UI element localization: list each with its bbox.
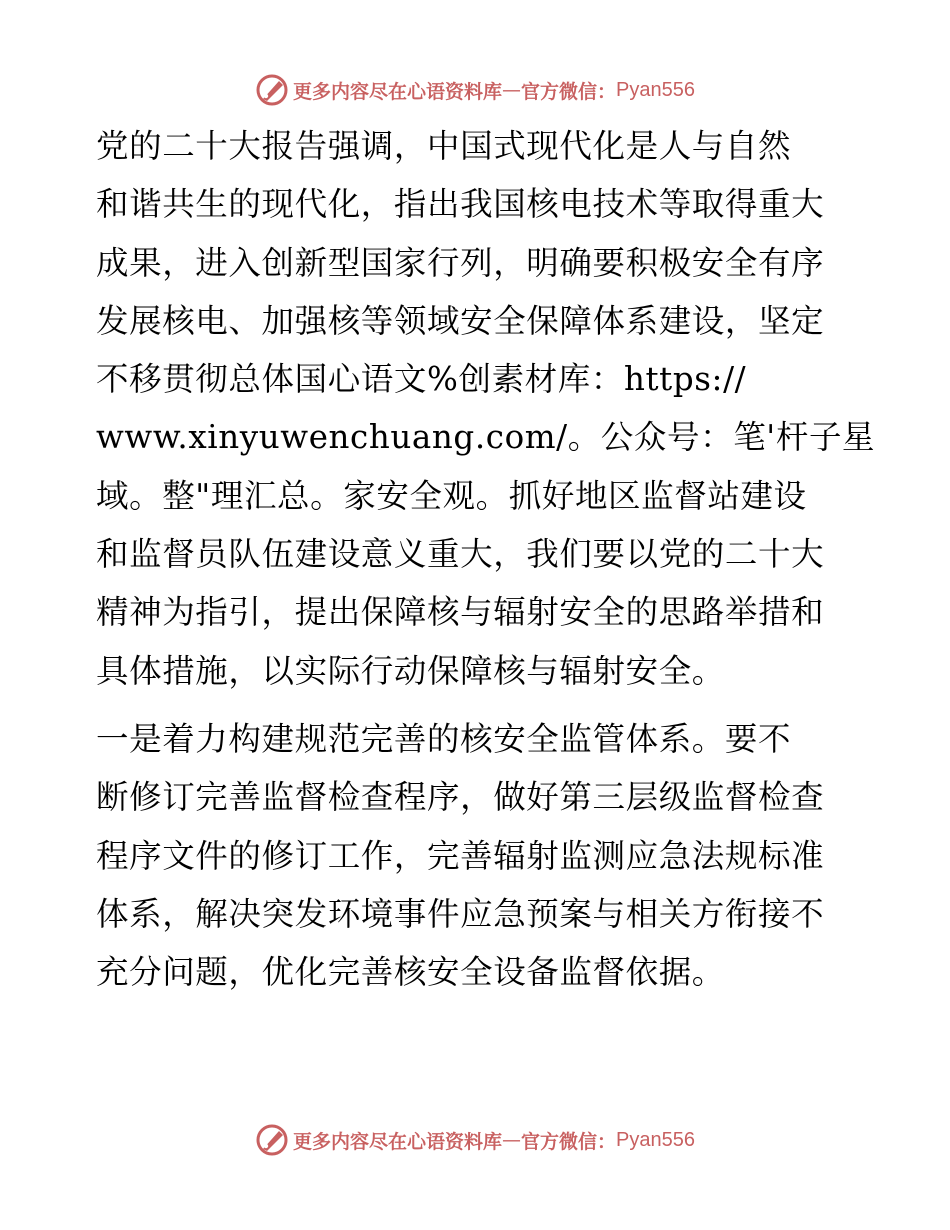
text-line: 断修订完善监督检查程序，做好第三层级监督检查 [96, 778, 825, 817]
document-body [96, 117, 876, 1001]
footer-banner-text: 更多内容尽在心语资料库 [293, 1130, 503, 1153]
header-wechat-id: Pyan556 [616, 78, 695, 101]
header-banner [0, 70, 950, 110]
text-line: 具体措施，以实际行动保障核与辐射安全。 [96, 651, 725, 690]
pen-logo-icon [255, 1123, 289, 1157]
text-line: 一是着力构建规范完善的核安全监管体系。要不 [96, 719, 792, 758]
footer-wechat-id: Pyan556 [616, 1128, 695, 1151]
text-line: 党的二十大报告强调，中国式现代化是人与自然 [96, 127, 792, 165]
footer-banner-dash: — [502, 1129, 522, 1151]
text-line: 体系，解决突发环境事件应急预案与相关方衔接不 [96, 894, 825, 933]
header-wechat-label: 官方微信： [521, 80, 617, 103]
paragraph-1 [96, 117, 876, 700]
text-line: 域。整"理汇总。家安全观。抓好地区监督站建设 [96, 476, 807, 515]
footer-banner [0, 1120, 950, 1160]
header-banner-dash: — [502, 79, 522, 101]
paragraph-2 [96, 710, 856, 1001]
text-line: 和监督员队伍建设意义重大，我们要以党的二十大 [96, 535, 825, 574]
text-line: www.xinyuwenchuang.com/。公众号：笔'杆子星 [96, 418, 876, 457]
pen-logo-icon [255, 73, 289, 107]
text-line: 成果，进入创新型国家行列，明确要积极安全有序 [96, 243, 825, 282]
footer-wechat-label: 官方微信： [521, 1130, 617, 1153]
header-banner-text: 更多内容尽在心语资料库 [293, 80, 503, 103]
text-line: 发展核电、加强核等领域安全保障体系建设，坚定 [96, 301, 825, 340]
text-line: 精神为指引，提出保障核与辐射安全的思路举措和 [96, 593, 825, 632]
text-line: 和谐共生的现代化，指出我国核电技术等取得重大 [96, 185, 825, 224]
text-line: 程序文件的修订工作，完善辐射监测应急法规标准 [96, 836, 825, 875]
text-line: 不移贯彻总体国心语文%创素材库：https:// [96, 360, 747, 399]
text-line: 充分问题，优化完善核安全设备监督依据。 [96, 953, 725, 992]
